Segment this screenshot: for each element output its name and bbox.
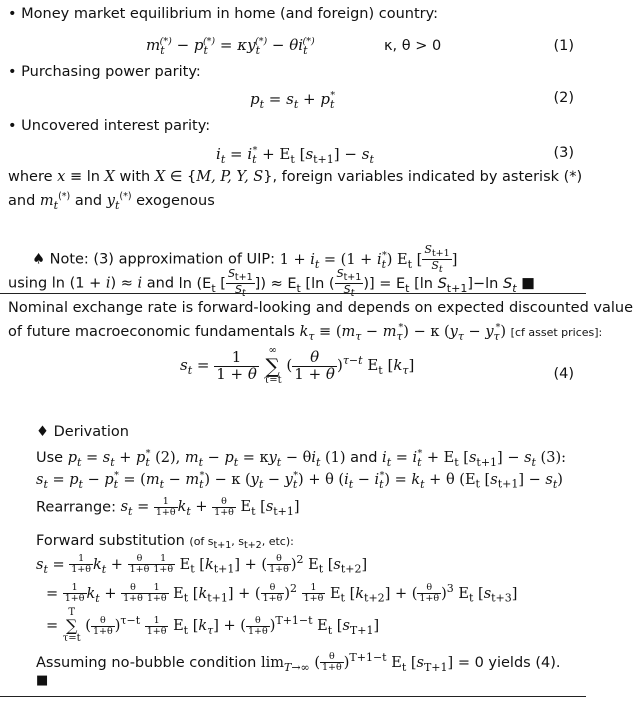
bullet-money-market	[8, 6, 438, 22]
note-line-2: using ln (1 + i) ≈ i and $\ln (E_t$ [ $\frac{S_{t+1}}{S_t}$ ]) ≈ $E_t$ [ln ( $\frac{S_{t+1}}{S_t}$ )] = $E_t$ [ln $S_{t+1}]-\ln$ $S_t$ ■	[8, 267, 535, 300]
note-line-1: ♠ Note: (3) approximation of UIP: $1 + i_t = (1 + i_t^*)$ $E_t$ [ $\frac{S_{t+1}}{S_t}$ ]	[32, 243, 458, 276]
bullet-money-text: Money market equilibrium in home (and foreign) country:	[21, 6, 439, 22]
note-end-mark: ■	[521, 275, 535, 292]
derivation-rearrange-line: Rearrange: $s_t$ = $\frac{1}{1+\theta}$ $k_t$ + $\frac{\theta}{1+\theta}$ $E_t$ $[s_{t+1}]$	[36, 496, 300, 519]
equation-1-condition: κ, θ > 0	[384, 38, 442, 54]
derivation-step-2: = $\frac{1}{1+\theta}$ $k_t$ + $\frac{\theta}{1+\theta}$ $\frac{1}{1+\theta}$ $E_t$ $[k_{t+1}]$ + ( $\frac{\theta}{1+\theta}$ )$^2$ $\frac{1}{1+\theta}$ $E_t$ $[k_{t+2}]$ + ( $\frac{\theta}{1+\theta}$ )$^3$ $E_t$ $[s_{t+3}]$	[46, 582, 518, 605]
equation-3: $i_t = i_t^* + E_t$ $[s_{t+1}] - s_t$	[216, 145, 374, 166]
equation-4-number: (4)	[553, 366, 574, 382]
bullet-dot-icon: •	[8, 6, 17, 22]
bullet-dot-icon: •	[8, 118, 17, 134]
derivation-forward-line: Forward substitution (of $s_{t+1}$, $s_{t+2}$, etc):	[36, 533, 294, 552]
intro-line-1: Nominal exchange rate is forward-looking and depends on expected discounted value	[8, 300, 633, 316]
separator-bottom	[0, 696, 586, 697]
derivation-end-mark: ■	[36, 673, 49, 688]
diamond-icon: ♦	[36, 424, 49, 440]
bullet-uip-text: Uncovered interest parity:	[21, 118, 211, 134]
separator-top	[0, 293, 586, 294]
spade-icon: ♠	[32, 251, 45, 268]
bullet-ppp	[8, 64, 201, 80]
derivation-use-line: Use $p_t = s_t + p_t^*$ (2), $m_t - p_t = \kappa y_t - \theta i_t$ (1) and $i_t = i_t^* + E_t$ $[s_{t+1}] - s_t$ (3):	[36, 448, 566, 469]
bullet-dot-icon: •	[8, 64, 17, 80]
derivation-substitute-line: $s_t = p_t - p_t^* = (m_t - m_t^*) - \kappa$ $(y_t - y_t^*) + \theta$ $(i_t - i_t^*) = k_t + \theta$ ($E_t$ $[s_{t+1}] - s_t$)	[36, 470, 563, 491]
equation-2-number: (2)	[553, 90, 574, 106]
definitions-line-2: and $m_t^{(*)}$ and $y_t^{(*)}$ exogenous	[8, 191, 215, 212]
derivation-step-3: = T ∑ τ=t ( $\frac{\theta}{1+\theta}$ )$^{\tau-t}$ $\frac{1}{1+\theta}$ $E_t$ $[k_\tau]$ + ( $\frac{\theta}{1+\theta}$ )$^{T+1-t}$ $E_t$ $[s_{T+1}]$	[46, 607, 380, 644]
equation-1: $m_t^{(*)} - p_t^{(*)} = \kappa y_t^{(*)} - \theta i_t^{(*)}$	[146, 36, 315, 57]
equation-3-number: (3)	[553, 145, 574, 161]
equation-1-number: (1)	[553, 38, 574, 54]
derivation-assumption-line: Assuming no-bubble condition $\lim_{T\to\infty}$ ( $\frac{\theta}{1+\theta}$ )$^{T+1-t}$ $E_t$ $[s_{T+1}] = 0$ yields (4).	[36, 651, 561, 674]
intro-line-2: of future macroeconomic fundamentals $k_\tau \equiv (m_\tau - m_\tau^*) - \kappa$ $(y_\tau - y_\tau^*)$ [cf asset prices]:	[8, 322, 603, 343]
equation-4: $s_t$ = $\frac{1}{1 + \theta}$ ∞ ∑ τ=t ( $\frac{\theta}{1 + \theta}$ )$^{\tau-t}$ $E_t$ $[k_\tau]$	[180, 345, 415, 386]
bullet-ppp-text: Purchasing power parity:	[21, 64, 201, 80]
definitions-line-1: where x ≡ ln X with X ∈ {M, P, Y, S}, foreign variables indicated by asterisk (*)	[8, 169, 583, 185]
bullet-uip	[8, 118, 210, 134]
equation-2: $p_t = s_t + p_t^*$	[250, 90, 336, 111]
derivation-title: ♦ Derivation	[36, 424, 129, 440]
derivation-step-1: $s_t$ = $\frac{1}{1+\theta}$ $k_t$ + $\frac{\theta}{1+\theta}$ $\frac{1}{1+\theta}$ $E_t$ $[k_{t+1}]$ + ( $\frac{\theta}{1+\theta}$ )$^2$ $E_t$ $[s_{t+2}]$	[36, 553, 368, 576]
